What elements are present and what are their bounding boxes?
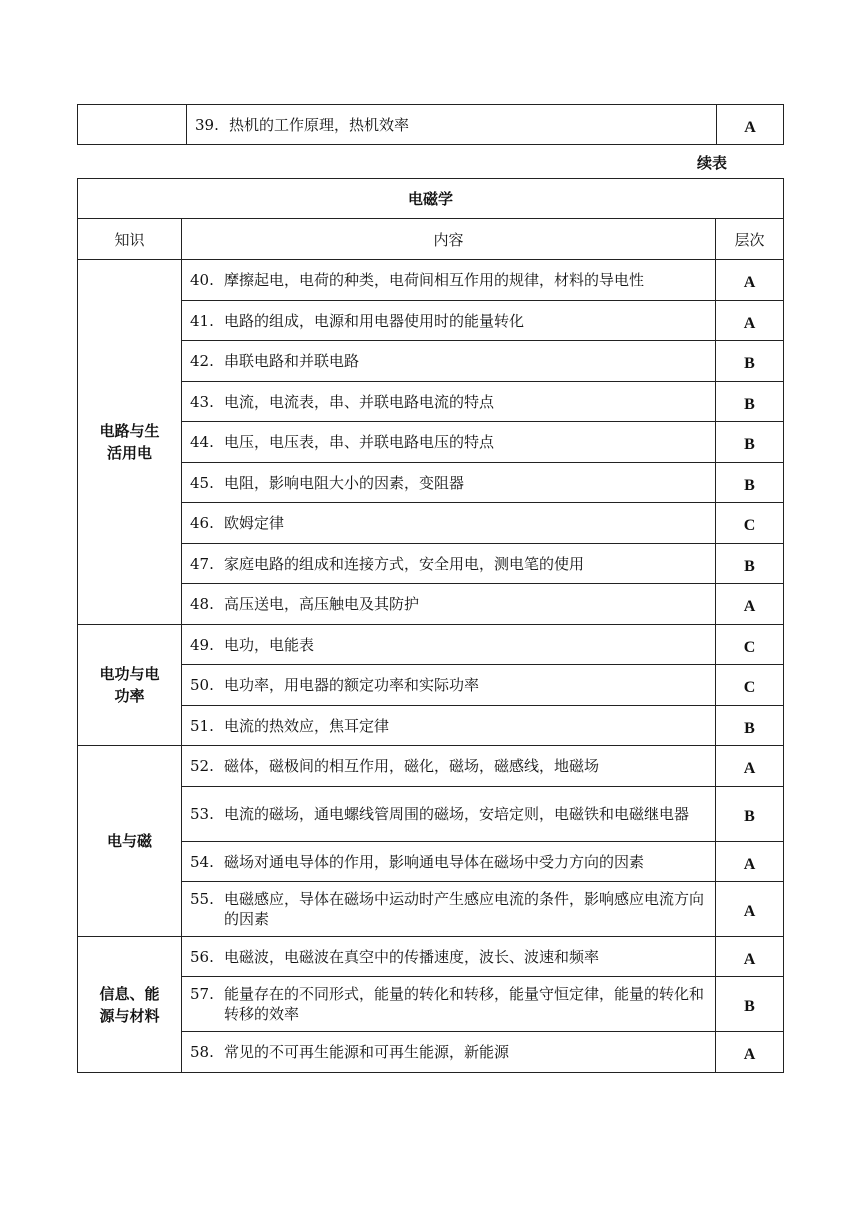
item-number: 48. [190, 595, 214, 613]
item-content: 磁体，磁极间的相互作用，磁化，磁场，磁感线，地磁场 [224, 757, 600, 775]
category-cell: 信息、能源与材料 [78, 937, 182, 1073]
content-cell [182, 1032, 716, 1073]
table-row [78, 746, 784, 787]
item-content: 电流的热效应，焦耳定律 [224, 716, 390, 735]
item-number: 55. [190, 890, 214, 908]
header-level: 层次 [716, 219, 784, 260]
item-number: 47. [190, 554, 214, 573]
item-content: 电磁波，电磁波在真空中的传播速度，波长、波速和频率 [224, 947, 600, 966]
item-number: 39. [195, 115, 219, 134]
item-content: 电功，电能表 [224, 635, 315, 654]
table-row [78, 977, 784, 1032]
item-number: 51. [190, 716, 214, 735]
item-content: 电路的组成，电源和用电器使用时的能量转化 [224, 311, 525, 330]
section-title: 电磁学 [78, 179, 784, 219]
content-cell [182, 882, 716, 937]
content-cell [187, 105, 717, 145]
item-number: 53. [190, 805, 214, 823]
level-cell: B [716, 706, 784, 746]
level-cell: B [716, 544, 784, 584]
table-row [78, 301, 784, 341]
item-number: 58. [190, 1043, 214, 1061]
previous-table-tail [77, 104, 784, 145]
content-cell [182, 625, 716, 665]
table-row [78, 787, 784, 842]
table-row [78, 260, 784, 301]
level-cell: A [716, 1032, 784, 1073]
table-row [78, 503, 784, 544]
continued-label: 续表 [697, 154, 728, 172]
item-content: 家庭电路的组成和连接方式，安全用电，测电笔的使用 [224, 554, 585, 573]
table-row [78, 706, 784, 746]
item-number: 44. [190, 433, 214, 451]
item-content: 串联电路和并联电路 [224, 352, 360, 370]
item-content: 磁场对通电导体的作用，影响通电导体在磁场中受力方向的因素 [224, 852, 645, 871]
content-cell [182, 665, 716, 706]
level-cell: B [716, 977, 784, 1032]
level-cell: A [716, 882, 784, 937]
content-cell [182, 301, 716, 341]
item-content: 高压送电，高压触电及其防护 [224, 595, 420, 613]
table-row [78, 937, 784, 977]
level-cell: B [716, 422, 784, 463]
table-row [78, 382, 784, 422]
item-content: 电阻，影响电阻大小的因素，变阻器 [224, 473, 465, 492]
category-cell: 电与磁 [78, 746, 182, 937]
table-row [78, 882, 784, 937]
table-row [78, 463, 784, 503]
content-cell [182, 422, 716, 463]
content-cell [182, 260, 716, 301]
electromagnetism-table [77, 178, 784, 1073]
category-cell: 电路与生活用电 [78, 260, 182, 625]
item-content: 电功率，用电器的额定功率和实际功率 [224, 676, 480, 694]
empty-category-cell [78, 105, 187, 145]
content-cell [182, 746, 716, 787]
item-content: 能量存在的不同形式，能量的转化和转移，能量守恒定律，能量的转化和转移的效率 [224, 985, 705, 1023]
level-cell: C [716, 665, 784, 706]
level-cell: B [716, 382, 784, 422]
item-content: 电磁感应，导体在磁场中运动时产生感应电流的条件，影响感应电流方向的因素 [224, 890, 705, 928]
item-content: 电流，电流表，串、并联电路电流的特点 [224, 392, 495, 411]
category-cell: 电功与电功率 [78, 625, 182, 746]
content-cell [182, 706, 716, 746]
table-row [78, 341, 784, 382]
item-number: 43. [190, 392, 214, 411]
content-cell [182, 503, 716, 544]
table-row [78, 105, 784, 145]
header-knowledge: 知识 [78, 219, 182, 260]
item-content: 欧姆定律 [224, 514, 285, 532]
level-cell: A [716, 842, 784, 882]
content-cell [182, 341, 716, 382]
item-number: 50. [190, 676, 214, 694]
content-cell [182, 937, 716, 977]
content-cell [182, 977, 716, 1032]
item-number: 42. [190, 352, 214, 370]
item-number: 49. [190, 635, 214, 654]
content-cell [182, 544, 716, 584]
item-number: 40. [190, 271, 214, 289]
level-cell: B [716, 341, 784, 382]
content-cell [182, 382, 716, 422]
content-cell [182, 842, 716, 882]
item-number: 57. [190, 985, 214, 1003]
table-row [78, 625, 784, 665]
level-cell: A [716, 301, 784, 341]
level-cell: A [716, 260, 784, 301]
item-content: 热机的工作原理，热机效率 [229, 115, 410, 134]
content-cell [182, 584, 716, 625]
item-content: 摩擦起电，电荷的种类，电荷间相互作用的规律，材料的导电性 [224, 271, 645, 289]
table-row [78, 544, 784, 584]
level-cell: A [716, 584, 784, 625]
level-cell: A [717, 105, 784, 145]
item-number: 46. [190, 514, 214, 532]
header-content: 内容 [182, 219, 716, 260]
level-cell: B [716, 463, 784, 503]
table-row [78, 842, 784, 882]
section-title-row [78, 179, 784, 219]
level-cell: B [716, 787, 784, 842]
content-cell [182, 463, 716, 503]
level-cell: A [716, 937, 784, 977]
item-number: 56. [190, 947, 214, 966]
content-cell [182, 787, 716, 842]
table-row [78, 422, 784, 463]
level-cell: C [716, 503, 784, 544]
item-content: 电流的磁场，通电螺线管周围的磁场，安培定则，电磁铁和电磁继电器 [224, 805, 690, 823]
level-cell: A [716, 746, 784, 787]
table-row [78, 584, 784, 625]
header-row [78, 219, 784, 260]
item-content: 常见的不可再生能源和可再生能源，新能源 [224, 1043, 510, 1061]
table-row [78, 665, 784, 706]
item-number: 52. [190, 757, 214, 775]
table-row [78, 1032, 784, 1073]
item-number: 41. [190, 311, 214, 330]
item-number: 45. [190, 473, 214, 492]
level-cell: C [716, 625, 784, 665]
item-number: 54. [190, 852, 214, 871]
item-content: 电压，电压表，串、并联电路电压的特点 [224, 433, 495, 451]
